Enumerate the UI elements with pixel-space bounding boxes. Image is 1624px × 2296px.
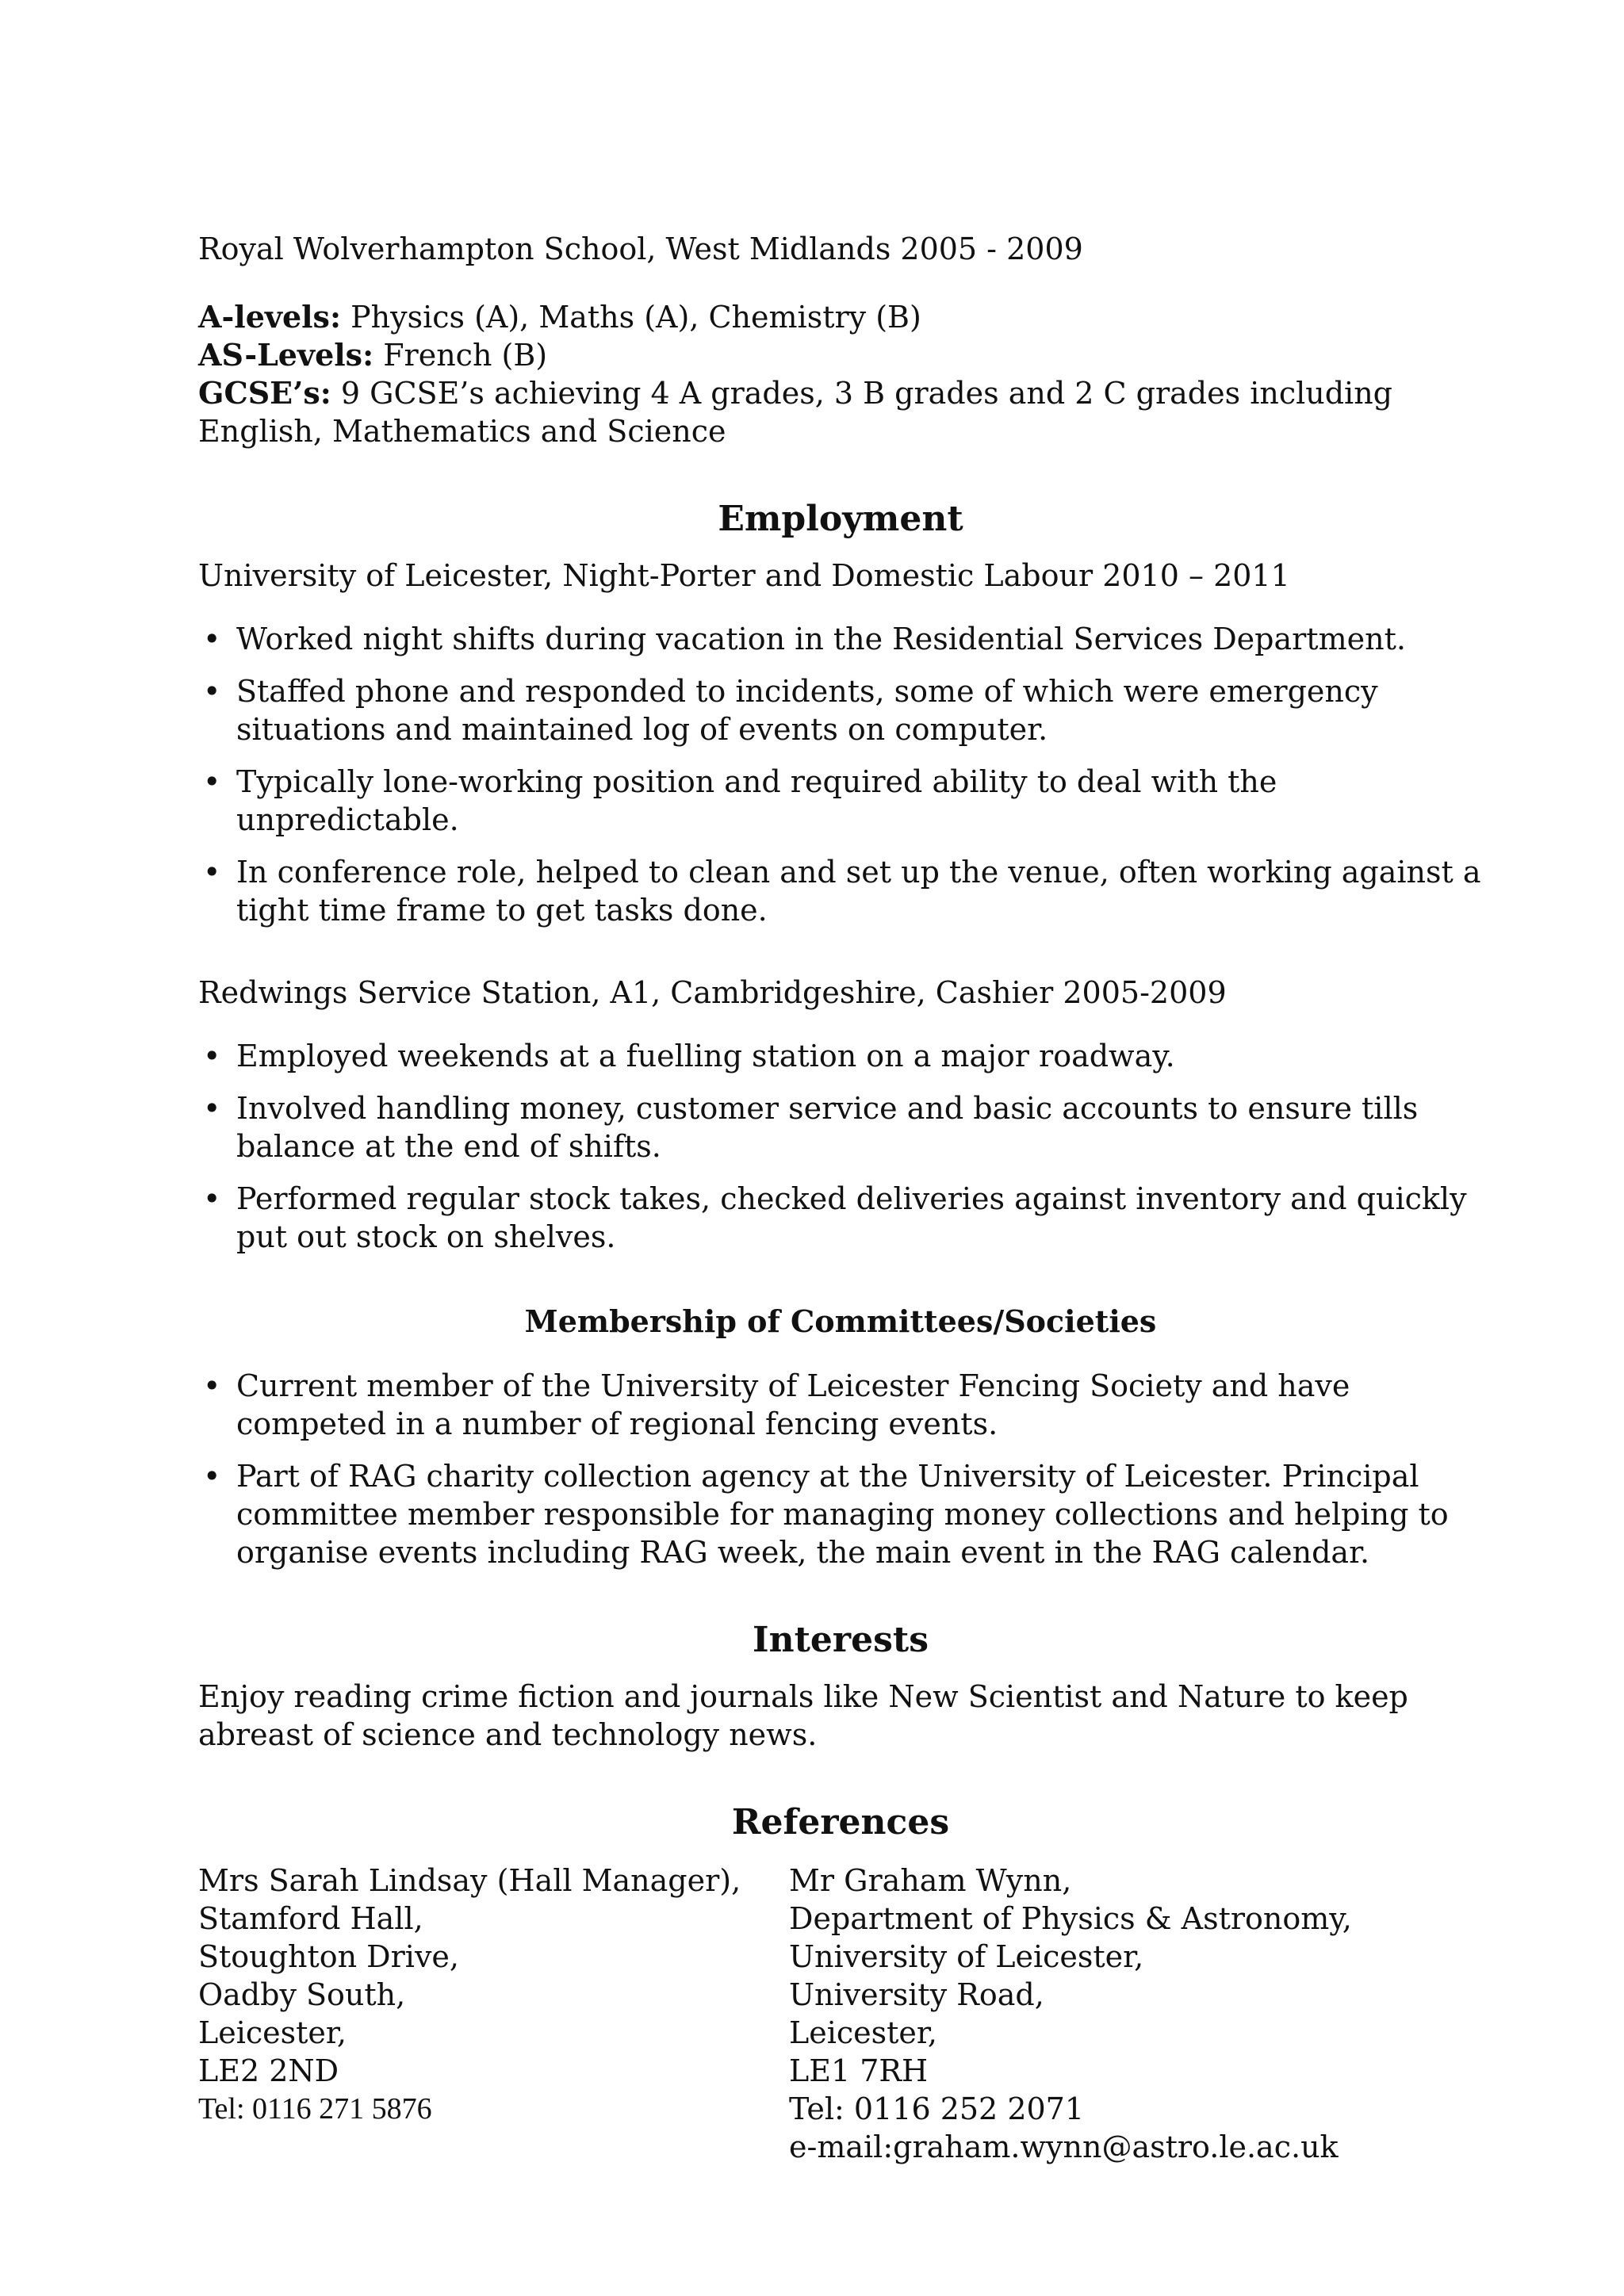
ref2-postcode: LE1 7RH [789,2053,929,2088]
bullet-icon: • [203,764,221,799]
alevels-line [198,298,1483,336]
school-line: Royal Wolverhampton School, West Midlands 2005 - 2009 [198,232,1083,266]
bullet-text: Part of RAG charity collection agency at the University of Leicester. Principal committee member responsible for managing money collections and helping to organise events including RAG week, the main event in the RAG calendar. [236,1459,1449,1570]
ref1-address-line: Stoughton Drive, [198,1939,459,1974]
gcse-value: 9 GCSE’s achieving 4 A grades, 3 B grades and 2 C grades including English, Mathematics and Science [198,376,1393,449]
bullet-text: Staffed phone and responded to incidents, some of which were emergency situations and maintained log of events on computer. [236,674,1378,747]
gcse-label: GCSE’s: [198,375,331,411]
ref2-address-line: Leicester, [789,2015,937,2050]
ref2-address-line: University of Leicester, [789,1939,1144,1974]
employment-heading: Employment [718,499,963,539]
ref1-address-line: Oadby South, [198,1977,406,2012]
ref2-name: Mr Graham Wynn, [789,1863,1072,1898]
interests-heading: Interests [753,1620,929,1660]
ref2-phone: Tel: 0116 252 2071 [789,2091,1085,2126]
list-item [198,620,1483,658]
ref2-email: e-mail:graham.wynn@astro.le.ac.uk [789,2130,1339,2164]
list-item [198,1367,1483,1443]
bullet-text: Worked night shifts during vacation in the Residential Services Department. [236,622,1406,656]
list-item [198,1037,1483,1075]
ref1-name: Mrs Sarah Lindsay (Hall Manager), [198,1863,741,1898]
bullet-text: In conference role, helped to clean and set up the venue, often working against a tight time frame to get tasks done. [236,855,1481,928]
references-heading: References [731,1802,950,1843]
list-item [198,1457,1483,1571]
aslevels-line [198,336,1483,374]
ref2-address-line: Department of Physics & Astronomy, [789,1901,1352,1936]
bullet-icon: • [203,674,221,709]
bullet-text: Current member of the University of Leicester Fencing Society and have competed in a number of regional fencing events. [236,1368,1350,1441]
reference-2 [789,1862,1483,2166]
ref1-postcode: LE2 2ND [198,2053,339,2088]
interests-text: Enjoy reading crime fiction and journals like New Scientist and Nature to keep abreast of science and technology news. [198,1679,1408,1752]
ref1-phone: Tel: 0116 271 5876 [198,2092,432,2126]
membership-bullet-list [198,1367,1483,1571]
alevels-label: A-levels: [198,299,341,335]
bullet-icon: • [203,1459,221,1494]
job2-bullet-list [198,1037,1483,1256]
bullet-icon: • [203,622,221,656]
reference-1 [198,1862,789,2166]
ref2-address-line: University Road, [789,1977,1044,2012]
aslevels-label: AS-Levels: [198,337,374,373]
list-item [198,1089,1483,1165]
gcse-line [198,374,1483,450]
list-item [198,853,1483,929]
bullet-icon: • [203,855,221,890]
list-item [198,763,1483,839]
references-block [198,1862,1483,2166]
bullet-text: Typically lone-working position and required ability to deal with the unpredictable. [236,764,1277,837]
bullet-text: Performed regular stock takes, checked deliveries against inventory and quickly put out stock on shelves. [236,1181,1467,1254]
ref1-address-line: Stamford Hall, [198,1901,423,1936]
job1-bullet-list [198,620,1483,929]
ref1-address-line: Leicester, [198,2015,347,2050]
job2-heading: Redwings Service Station, A1, Cambridgeshire, Cashier 2005-2009 [198,975,1227,1010]
aslevels-value: French (B) [373,338,548,373]
alevels-value: Physics (A), Maths (A), Chemistry (B) [340,300,921,335]
list-item [198,672,1483,748]
bullet-icon: • [203,1181,221,1216]
bullet-icon: • [203,1091,221,1126]
list-item [198,1180,1483,1256]
membership-heading: Membership of Committees/Societies [524,1303,1157,1339]
cv-page [198,230,1483,2166]
bullet-icon: • [203,1368,221,1403]
bullet-text: Involved handling money, customer service and basic accounts to ensure tills balance at the end of shifts. [236,1091,1419,1164]
bullet-text: Employed weekends at a fuelling station on a major roadway. [236,1039,1175,1073]
job1-heading: University of Leicester, Night-Porter and Domestic Labour 2010 – 2011 [198,558,1290,593]
bullet-icon: • [203,1039,221,1073]
